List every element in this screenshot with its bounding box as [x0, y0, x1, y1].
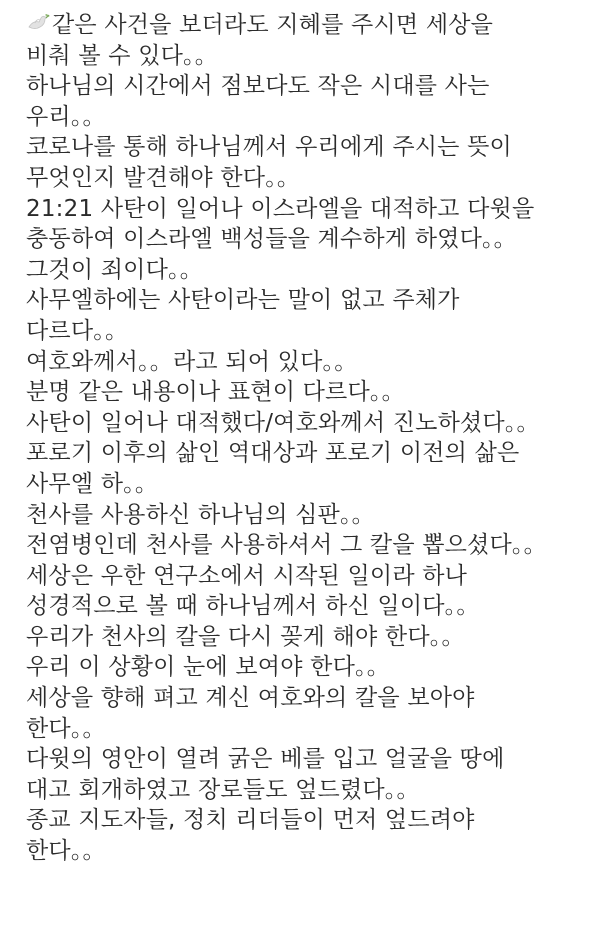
- dove-icon: [26, 13, 50, 35]
- note-line-7: 21:21 사탄이 일어나 이스라엘을 대적하고 다윗을: [26, 195, 535, 222]
- note-line-20: 성경적으로 볼 때 하나님께서 하신 일이다。。: [26, 593, 480, 620]
- note-line-24: 한다。。: [26, 715, 106, 742]
- handwritten-note: [26, 10, 592, 867]
- note-line-5: 코로나를 통해 하나님께서 우리에게 주시는 뜻이: [26, 134, 512, 161]
- note-line-17: 천사를 사용하신 하나님의 심판。。: [26, 501, 375, 528]
- note-line-21: 우리가 천사의 칼을 다시 꽂게 해야 한다。。: [26, 623, 465, 650]
- note-line-8: 충동하여 이스라엘 백성들을 계수하게 하였다。。: [26, 226, 517, 253]
- note-line-6: 무엇인지 발견해야 한다。。: [26, 164, 301, 191]
- note-line-18: 전염병인데 천사를 사용하셔서 그 칼을 뽑으셨다。。: [26, 532, 547, 559]
- note-line-19: 세상은 우한 연구소에서 시작된 일이라 하나: [26, 562, 468, 589]
- note-line-2: 비춰 볼 수 있다。。: [26, 42, 218, 69]
- note-line-9: 그것이 죄이다。。: [26, 256, 203, 283]
- note-line-14: 사탄이 일어나 대적했다/여호와께서 진노하셨다。。: [26, 409, 540, 436]
- note-line-26: 대고 회개하였고 장로들도 엎드렸다。。: [26, 776, 420, 803]
- note-line-1: [26, 10, 592, 41]
- note-line-text: 같은 사건을 보더라도 지혜를 주시면 세상을: [52, 12, 494, 38]
- note-line-23: 세상을 향해 펴고 계신 여호와의 칼을 보아야: [26, 685, 475, 712]
- note-line-22: 우리 이 상황이 눈에 보여야 한다。。: [26, 654, 390, 681]
- note-line-12: 여호와께서。。라고 되어 있다。。: [26, 348, 358, 375]
- note-line-25: 다윗의 영안이 열려 굵은 베를 입고 얼굴을 땅에: [26, 746, 505, 773]
- note-line-16: 사무엘 하。。: [26, 470, 159, 497]
- note-line-3: 하나님의 시간에서 점보다도 작은 시대를 사는: [26, 73, 490, 100]
- note-line-11: 다르다。。: [26, 317, 129, 344]
- note-line-10: 사무엘하에는 사탄이라는 말이 없고 주체가: [26, 287, 460, 314]
- note-line-27: 종교 지도자들, 정치 리더들이 먼저 엎드려야: [26, 807, 475, 834]
- note-line-4: 우리。。: [26, 103, 106, 130]
- note-line-15: 포로기 이후의 삶인 역대상과 포로기 이전의 삶은: [26, 440, 520, 467]
- note-line-28: 한다。。: [26, 838, 106, 865]
- note-line-13: 분명 같은 내용이나 표현이 다르다。。: [26, 379, 405, 406]
